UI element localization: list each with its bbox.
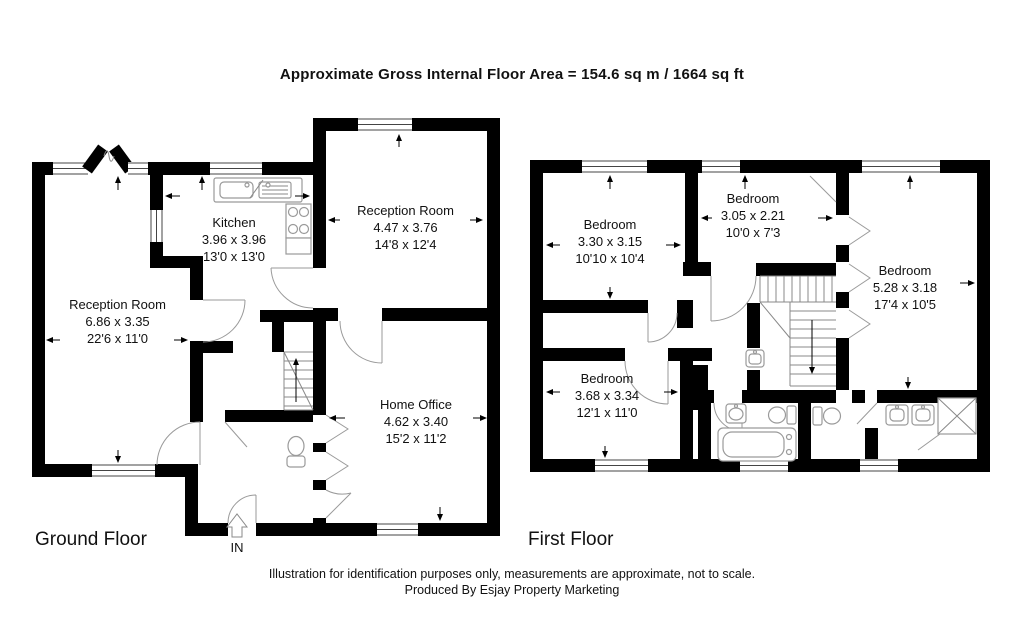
toilet-icon: [287, 437, 305, 468]
bathtub-icon: [718, 428, 796, 461]
room-dim-imperial: 17'4 x 10'5: [873, 297, 937, 312]
shower-icon: [938, 398, 976, 434]
room-label-bedroom-4: [530, 370, 684, 421]
room-label-bedroom-2: [678, 190, 828, 241]
room-label-reception-left: [40, 296, 195, 347]
room-dim-imperial: 14'8 x 12'4: [374, 237, 437, 252]
toilet-icon-wc: [813, 407, 841, 425]
room-dim-imperial: 12'1 x 11'0: [576, 405, 638, 420]
room-name: Home Office: [379, 397, 452, 412]
room-dim-metric: 3.96 x 3.96: [201, 232, 267, 247]
page-title: Approximate Gross Internal Floor Area = 154.6 sq m / 1664 sq ft: [279, 66, 745, 83]
room-dim-metric: 5.28 x 3.18: [872, 280, 938, 295]
room-name: Reception Room: [357, 203, 454, 218]
sink-icon-landing: [746, 350, 764, 367]
room-name: Kitchen: [212, 215, 256, 230]
sink-icon-ensuite-1: [886, 405, 908, 425]
room-name: Reception Room: [69, 297, 166, 312]
sink-icon-bathroom: [726, 404, 746, 423]
disclaimer-text: Illustration for identification purposes only, measurements are approximate, not to scale.: [268, 567, 756, 581]
room-name: Bedroom: [878, 263, 932, 278]
entrance-arrow-icon: [227, 514, 247, 537]
room-dim-metric: 3.68 x 3.34: [574, 388, 640, 403]
producer-text: Produced By Esjay Property Marketing: [404, 583, 620, 597]
room-dim-metric: 4.47 x 3.76: [373, 220, 438, 235]
room-name: Bedroom: [580, 371, 634, 386]
room-dim-metric: 6.86 x 3.35: [85, 314, 150, 329]
toilet-icon-bathroom: [769, 406, 797, 424]
room-dim-imperial: 13'0 x 13'0: [202, 249, 266, 264]
room-dim-imperial: 22'6 x 11'0: [86, 331, 149, 346]
room-dim-imperial: 15'2 x 11'2: [385, 431, 447, 446]
room-label-bedroom-3: [828, 262, 982, 313]
room-name: Bedroom: [583, 217, 637, 232]
room-dim-imperial: 10'10 x 10'4: [575, 251, 645, 266]
room-dim-metric: 4.62 x 3.40: [383, 414, 449, 429]
ground-floor-label: Ground Floor: [35, 529, 147, 550]
sink-icon-ensuite-2: [912, 405, 934, 425]
entrance-label: IN: [230, 540, 244, 555]
room-dim-metric: 3.05 x 2.21: [720, 208, 786, 223]
room-dim-metric: 3.30 x 3.15: [577, 234, 643, 249]
room-dim-imperial: 10'0 x 7'3: [725, 225, 781, 240]
first-floor-label: First Floor: [528, 529, 614, 550]
room-label-reception-right: [328, 202, 483, 253]
room-name: Bedroom: [726, 191, 780, 206]
room-label-bedroom-1: [534, 216, 686, 267]
stairs-icon: [284, 352, 313, 410]
stairs-icon-first: [760, 276, 836, 386]
room-label-home-office: [340, 396, 492, 447]
kitchen-sink-icon: [214, 178, 302, 202]
room-label-kitchen: [158, 214, 310, 265]
